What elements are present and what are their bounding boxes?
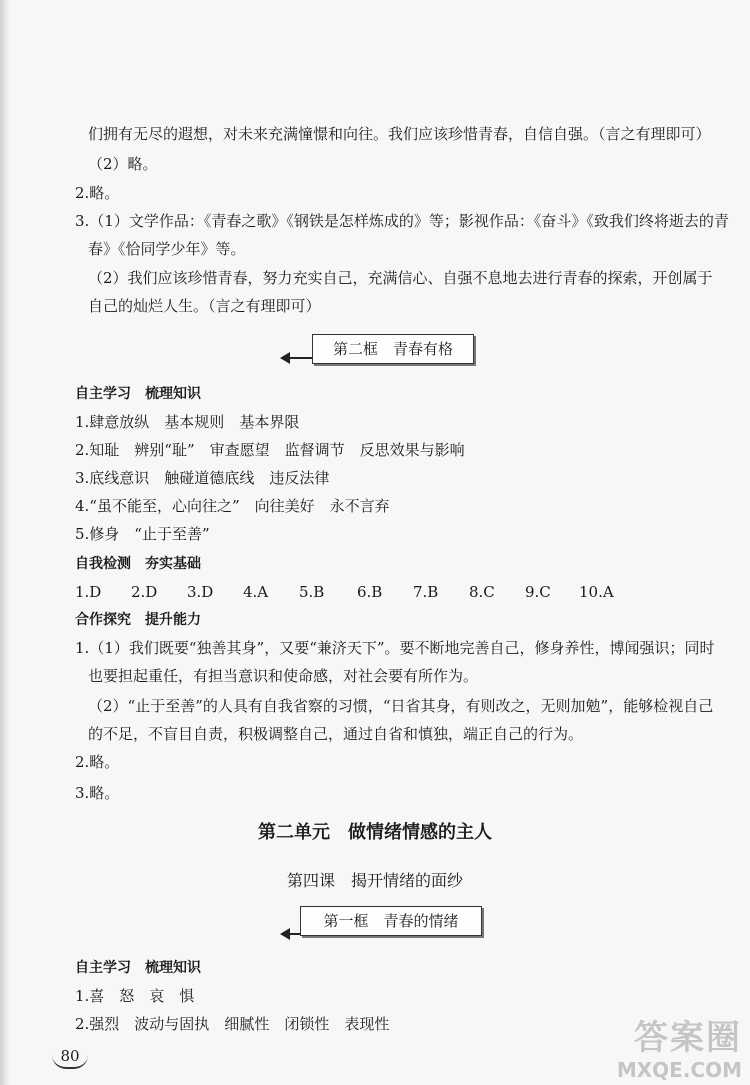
list-item: 2.知耻 辨别“耻” 审查愿望 监督调节 反思效果与影响: [75, 441, 465, 459]
answer-item: 10.A: [579, 583, 614, 601]
answer-item: 8.C: [469, 583, 495, 601]
answer-item: 9.C: [525, 583, 551, 601]
page-spine-shadow: [0, 0, 10, 1085]
list-item: 1.喜 怒 哀 惧: [75, 987, 195, 1005]
list-item: 3.底线意识 触碰道德底线 违反法律: [75, 469, 330, 487]
lesson-title: 第四课 揭开情绪的面纱: [286, 871, 463, 890]
text-line: （2）略。: [88, 155, 158, 173]
answer-item: 3.D: [187, 583, 214, 601]
answer-item: 4.A: [243, 583, 269, 601]
list-item: 1.肆意放纵 基本规则 基本界限: [75, 413, 300, 431]
answer-item: 2.D: [131, 583, 158, 601]
section-heading: 自主学习 梳理知识: [75, 386, 201, 402]
text-line: 3.略。: [75, 784, 120, 802]
text-line: 自己的灿烂人生。（言之有理即可）: [88, 297, 321, 315]
text-line: （2）“止于至善”的人具有自我省察的习惯，“日省其身，有则改之，无则加勉”，能够检视自己: [88, 697, 714, 715]
watermark-text: 答案圈: [634, 1018, 742, 1058]
answer-row: [75, 582, 635, 602]
text-line: 3.（1）文学作品：《青春之歌》《钢铁是怎样炼成的》等；影视作品：《奋斗》《致我们终将逝去的青: [75, 212, 729, 230]
list-item: 2.强烈 波动与固执 细腻性 闭锁性 表现性: [75, 1015, 390, 1033]
answer-item: 1.D: [75, 583, 102, 601]
frame-heading-2: [280, 906, 490, 940]
text-line: 1.（1）我们既要“独善其身”，又要“兼济天下”。要不断地完善自己，修身养性，博闻强识；同时: [75, 639, 715, 657]
section-heading: 合作探究 提升能力: [75, 612, 201, 628]
text-line: 也要担起重任，有担当意识和使命感，对社会要有所作为。: [88, 667, 479, 685]
text-line: 们拥有无尽的遐想，对未来充满憧憬和向往。我们应该珍惜青春，自信自强。（言之有理即可）: [88, 125, 711, 143]
frame-label: 第二框 青春有格: [312, 334, 474, 364]
list-item: 5.修身 “止于至善”: [75, 525, 210, 543]
watermark-logo: [606, 1010, 746, 1082]
section-heading: 自我检测 夯实基础: [75, 556, 201, 572]
list-item: 4.“虽不能至，心向往之” 向往美好 永不言弃: [75, 497, 390, 515]
text-line: （2）我们应该珍惜青春，努力充实自己，充满信心、自强不息地去进行青春的探索，开创属于: [88, 269, 713, 287]
text-line: 2.略。: [75, 184, 120, 202]
text-line: 的不足，不盲目自责，积极调整自己，通过自省和慎独，端正自己的行为。: [88, 725, 584, 743]
frame-label: 第一框 青春的情绪: [300, 906, 482, 936]
answer-item: 5.B: [299, 583, 325, 601]
unit-title: 第二单元 做情绪情感的主人: [258, 822, 492, 843]
frame-heading-1: [280, 332, 480, 366]
watermark-url: MXQE.COM: [616, 1058, 742, 1082]
text-line: 春》《恰同学少年》等。: [88, 240, 246, 258]
answer-item: 7.B: [413, 583, 439, 601]
section-heading: 自主学习 梳理知识: [75, 960, 201, 976]
answer-item: 6.B: [357, 583, 383, 601]
text-line: 2.略。: [75, 753, 120, 771]
page-number: 80: [52, 1045, 88, 1069]
